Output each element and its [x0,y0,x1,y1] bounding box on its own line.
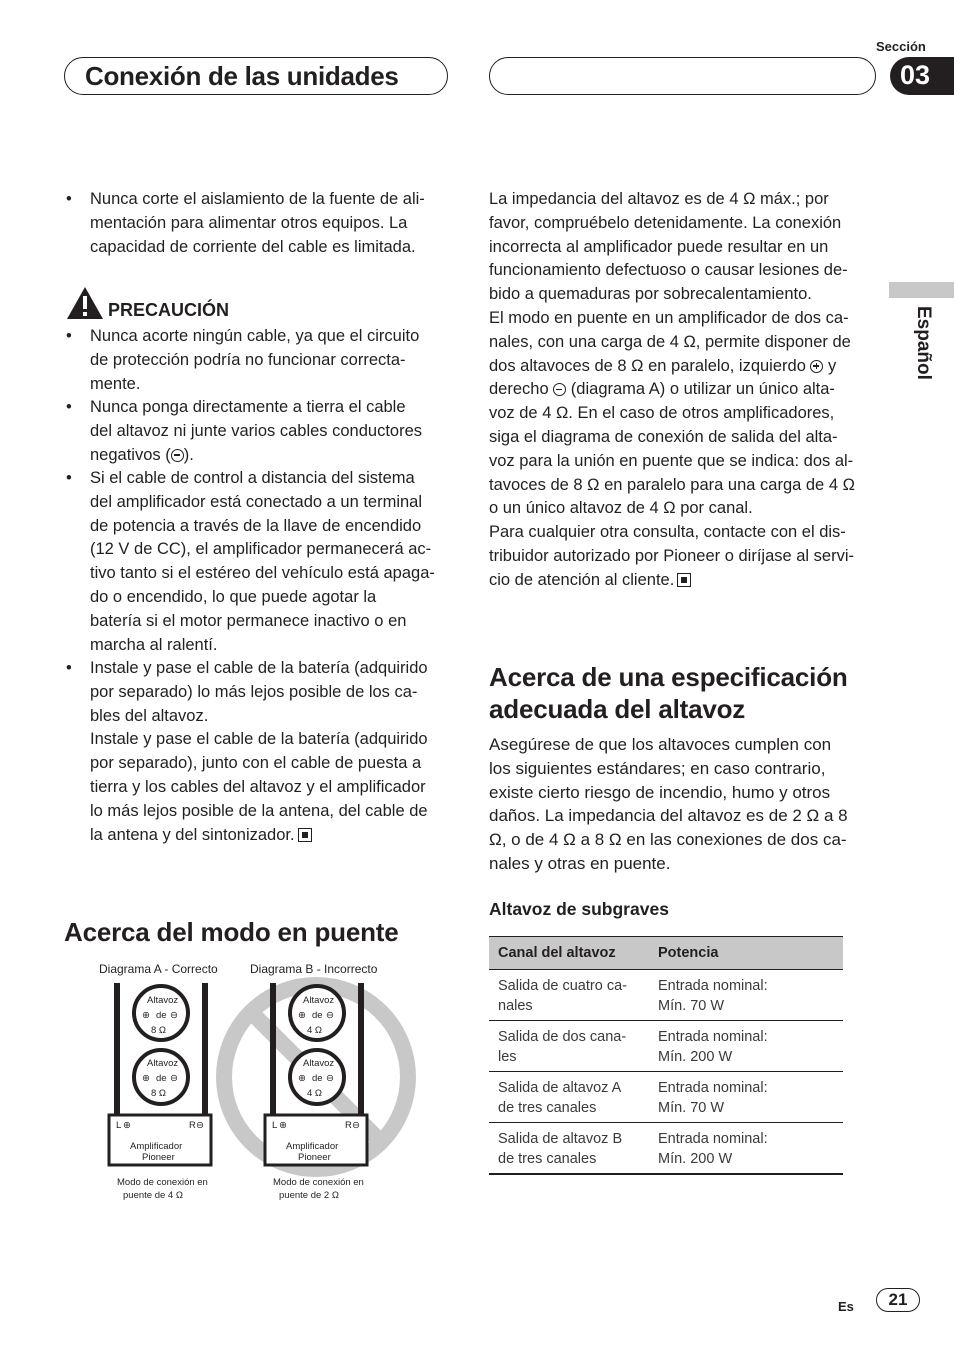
table-row [489,1021,843,1072]
ohm-label: 8 Ω [151,1025,167,1036]
contact-paragraph [489,521,884,592]
wire-left [114,983,120,1115]
wire-left [270,983,276,1115]
table-row [489,970,843,1021]
diagram-b-caption-line1: Modo de conexión en [273,1177,364,1188]
right-terminal: R [189,1120,196,1131]
minus-symbol: ⊖ [170,1073,178,1084]
bridge-mode-diagram [90,955,430,1205]
plus-symbol: ⊕ [298,1073,306,1084]
speaker-label: Altavoz [303,995,335,1006]
plus-symbol: ⊕ [123,1120,131,1131]
de-label: de [156,1010,167,1021]
language-label: Español [913,306,934,380]
table-cell: Entrada nominal: Mín. 200 W [649,1021,843,1072]
table-row [489,1123,843,1175]
bullet-text: Nunca corte el aislamiento de la fuente de ali- mentación para alimentar otros equipos. La capacidad de corriente del cable es limitada. [90,190,425,256]
speaker-spec-heading: Acerca de una especificación adecuada del altavoz [489,662,848,724]
language-code: Es [838,1299,854,1314]
minus-symbol: ⊖ [326,1073,334,1084]
diagram-b-title: Diagrama B - Incorrecto [250,962,378,976]
diagram-a-caption-line2: puente de 4 Ω [123,1190,183,1201]
diagram-a-caption-line1: Modo de conexión en [117,1177,208,1188]
bullet-dot: • [66,398,72,416]
table-cell: Entrada nominal: Mín. 70 W [649,970,843,1021]
list-item [64,657,454,849]
list-item [64,467,454,659]
left-terminal: L [272,1120,278,1131]
diagram-b-caption-line2: puente de 2 Ω [279,1190,339,1201]
table-header-row [489,937,843,970]
de-label: de [156,1073,167,1084]
minus-symbol: ⊖ [326,1010,334,1021]
end-mark-icon [677,573,691,587]
table-cell: Entrada nominal: Mín. 70 W [649,1072,843,1123]
de-label: de [312,1073,323,1084]
speaker-label: Altavoz [147,1058,179,1069]
end-mark-icon [298,828,312,842]
diagram-a [99,962,218,1201]
bullet-dot: • [66,469,72,487]
minus-symbol: ⊖ [352,1120,360,1131]
bullet-text [90,657,454,847]
bullet-text-end: ). [183,445,194,464]
header-blank-pill [489,57,876,95]
bridge-text-part: El modo en puente en un amplificador de dos ca- nales, con una carga de 4 Ω, permite disponer de dos altavoces de 8 Ω en paralelo, izquierdo [489,309,851,375]
plus-symbol: ⊕ [279,1120,287,1131]
contact-text: Para cualquier otra consulta, contacte con el dis- tribuidor autorizado por Pioneer o diríjase al servi- cio de atención al cliente. [489,523,855,589]
negative-terminal-icon [171,449,184,462]
diagram-a-title: Diagrama A - Correcto [99,962,218,976]
bullet-text-part: Instale y pase el cable de la batería (adquirido por separado) lo más lejos posible de los ca- bles del altavoz. Instale y pase el cable de la batería (adquirido por separado), junto con el cable de puesta a tierra y los cables del altavoz y el amplificador lo más lejos posible de la antena, del cable de la antena y del sintonizador. [90,659,428,844]
ohm-label: 8 Ω [151,1088,167,1099]
list-item [64,325,454,397]
wire-right [202,983,208,1115]
bridge-mode-heading: Acerca del modo en puente [64,917,399,947]
bullet-text-part: Nunca ponga directamente a tierra el cable del altavoz ni junte varios cables conductores negativos ( [90,398,423,464]
list-item [64,188,454,260]
section-number: 03 [900,60,931,90]
speaker-spec-paragraph: Asegúrese de que los altavoces cumplen con los siguientes estándares; en caso contrario, existe cierto riesgo de incendio, humo y otros daños. La impedancia del altavoz es de 2 Ω a 8 Ω, o de 4 Ω a 8 Ω en las conexiones de dos ca- nales y otras en puente. [489,735,848,873]
section-number-badge [890,57,954,95]
column-header: Canal del altavoz [489,937,649,970]
section-label: Sección [876,39,926,54]
section-title-pill [64,57,448,95]
table-cell: Entrada nominal: Mín. 200 W [649,1123,843,1175]
warning-icon [66,286,104,320]
left-terminal: L [116,1120,122,1131]
plus-symbol: ⊕ [142,1010,150,1021]
amp-name-line2: Pioneer [142,1152,175,1163]
minus-symbol: ⊖ [196,1120,204,1131]
table-cell: Salida de altavoz A de tres canales [489,1072,649,1123]
bridge-text-part: (diagrama A) o utilizar un único alta- voz de 4 Ω. En el caso de otros amplificadores, siga el diagrama de conexión de salida del alta- voz para la unión en puente que se indica: dos al- tavoces de 8 Ω en paralelo para una carga de 4 Ω o un único altavoz de 4 Ω por canal. [489,380,855,518]
page-number: 21 [888,1290,908,1309]
column-header: Potencia [649,937,843,970]
positive-terminal-icon [810,360,823,373]
bullet-text: Nunca acorte ningún cable, ya que el circuito de protección podría no funcionar correcta- mente. [90,327,420,393]
ohm-label: 4 Ω [307,1025,323,1036]
de-label: de [312,1010,323,1021]
negative-terminal-icon [553,383,566,396]
amp-name-line1: Amplificador [286,1141,339,1152]
ohm-label: 4 Ω [307,1088,323,1099]
page-title: Conexión de las unidades [85,61,399,91]
page-number-badge [876,1288,920,1312]
bullet-text: Si el cable de control a distancia del sistema del amplificador está conectado a un terminal de potencia a través de la llave de encendido (12 V de CC), el amplificador permanecerá ac- tivo tanto si el estéreo del vehículo está apaga- do o encendido, lo que puede agotar la batería si el motor permanece inactivo o en marcha al ralentí. [90,469,435,654]
right-terminal: R [345,1120,352,1131]
amp-name-line2: Pioneer [298,1152,331,1163]
bullet-dot: • [66,659,72,677]
table-cell: Salida de cuatro ca- nales [489,970,649,1021]
impedance-paragraph: La impedancia del altavoz es de 4 Ω máx.; por favor, compruébelo detenidamente. La conexión incorrecta al amplificador puede resultar en un funcionamiento defectuoso o causar lesiones de- bido a quemaduras por sobrecalentamiento. [489,190,848,304]
plus-symbol: ⊕ [298,1010,306,1021]
subwoofer-spec-table [489,936,843,1175]
bullet-dot: • [66,190,72,208]
minus-symbol: ⊖ [170,1010,178,1021]
speaker-label: Altavoz [303,1058,335,1069]
table-row [489,1072,843,1123]
amp-name-line1: Amplificador [130,1141,183,1152]
plus-symbol: ⊕ [142,1073,150,1084]
diagram-b [224,962,408,1201]
table-cell: Salida de altavoz B de tres canales [489,1123,649,1175]
speaker-label: Altavoz [147,995,179,1006]
caution-title: PRECAUCIÓN [108,300,230,320]
bullet-dot: • [66,327,72,345]
bullet-text [90,396,454,467]
table-cell: Salida de dos cana- les [489,1021,649,1072]
bridge-mode-paragraph [489,307,884,521]
language-tab [889,282,954,298]
bridge-text-part: y derecho [489,356,837,399]
wire-right [358,983,364,1115]
list-item [64,396,454,468]
subwoofer-heading: Altavoz de subgraves [489,899,669,919]
